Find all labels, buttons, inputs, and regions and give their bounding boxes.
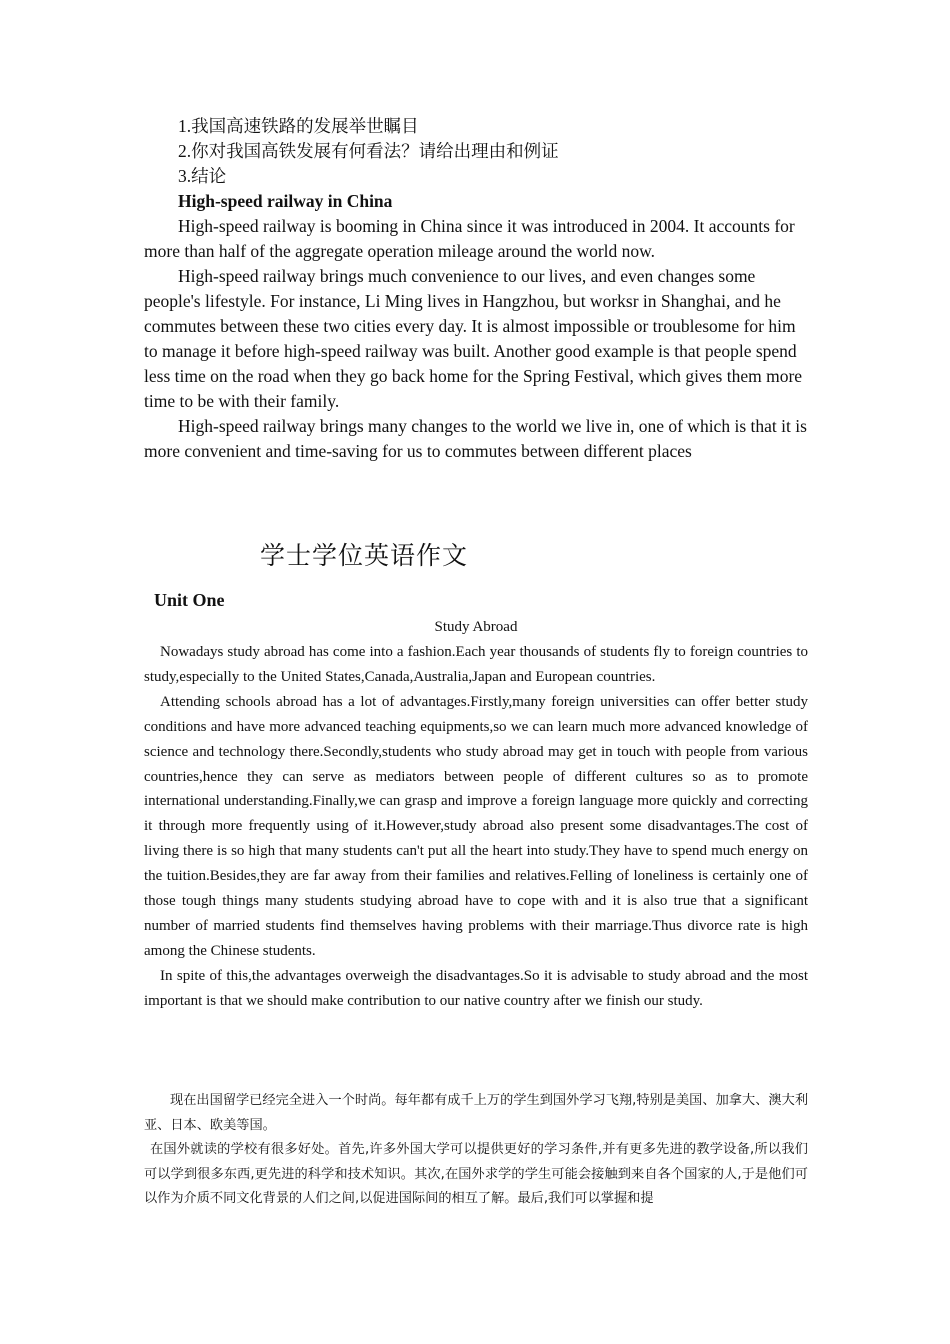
essay-paragraph: In spite of this,the advantages overweigh the disadvantages.So it is advisable to study abroad and the most important is that we should make contribution to our native country after we finish our study.: [144, 967, 808, 1009]
outline-item: 2.你对我国高铁发展有何看法？请给出理由和例证: [178, 141, 559, 161]
chinese-translation: [144, 1089, 808, 1212]
essay-paragraph: High-speed railway brings much convenience to our lives, and even changes some people's lifestyle. For instance, Li Ming lives in Hangzhou, but worksr in Shanghai, and he commutes between these two cities every day. It is almost impossible or troublesome for him to manage it before high-speed railway was built. Another good example is that people spend less time on the road when they go back home for the Spring Festival, which gives them more time to be with their family.: [144, 266, 803, 411]
essay-title: High-speed railway in China: [178, 191, 393, 211]
essay-paragraph: High-speed railway is booming in China since it was introduced in 2004. It accounts for more than half of the aggregate operation mileage around the world now.: [144, 216, 795, 261]
translation-paragraph: 现在出国留学已经完全进入一个时尚。每年都有成千上万的学生到国外学习飞翔,特别是美国、加拿大、澳大利亚、日本、欧美等国。: [144, 1093, 808, 1133]
outline-item: 1.我国高速铁路的发展举世瞩目: [178, 116, 419, 136]
essay-paragraph: Nowadays study abroad has come into a fashion.Each year thousands of students fly to foreign countries to study,especially to the United States,Canada,Australia,Japan and European countries.: [144, 644, 808, 685]
essay-title: Study Abroad: [434, 619, 518, 635]
outline-item: 3.结论: [178, 166, 227, 186]
section-title: 学士学位英语作文: [260, 541, 469, 570]
essay-outline: [144, 114, 808, 214]
unit-title: Unit One: [154, 590, 225, 610]
translation-paragraph: 在国外就读的学校有很多好处。首先,许多外国大学可以提供更好的学习条件,并有更多先进的教学设备,所以我们可以学到很多东西,更先进的科学和技术知识。其次,在国外求学的学生可能会接触到来自各个国家的人,于是他们可以作为介质不同文化背景的人们之间,以促进国际间的相互了解。最后,我们可以掌握和提: [144, 1142, 808, 1206]
essay-paragraph: High-speed railway brings many changes to the world we live in, one of which is that it is more convenient and time-saving for us to commutes between different places: [144, 416, 807, 461]
essay-paragraph: Attending schools abroad has a lot of advantages.Firstly,many foreign universities can offer better study conditions and have more advanced teaching equipments,so we can learn much more advanced knowledge of science and technology there.Secondly,students who study abroad may get in touch with people from various countries,hence they can serve as mediators between people of different cultures so as to promote international understanding.Finally,we can grasp and improve a foreign language more quickly and correcting it through more frequently using of it.However,study abroad also present some disadvantages.The cost of living there is so high that many students can't put all the heart into study.They have to spend much energy on the tuition.Besides,they are far away from their families and relatives.Felling of loneliness is certainly one of those tough things many students studying abroad have to cope with and it is also true that a significant number of married students find themselves having problems with their marriage.Thus divorce rate is high among the Chinese students.: [144, 693, 808, 959]
essay-body: [144, 640, 808, 1014]
essay-body: [144, 214, 808, 464]
